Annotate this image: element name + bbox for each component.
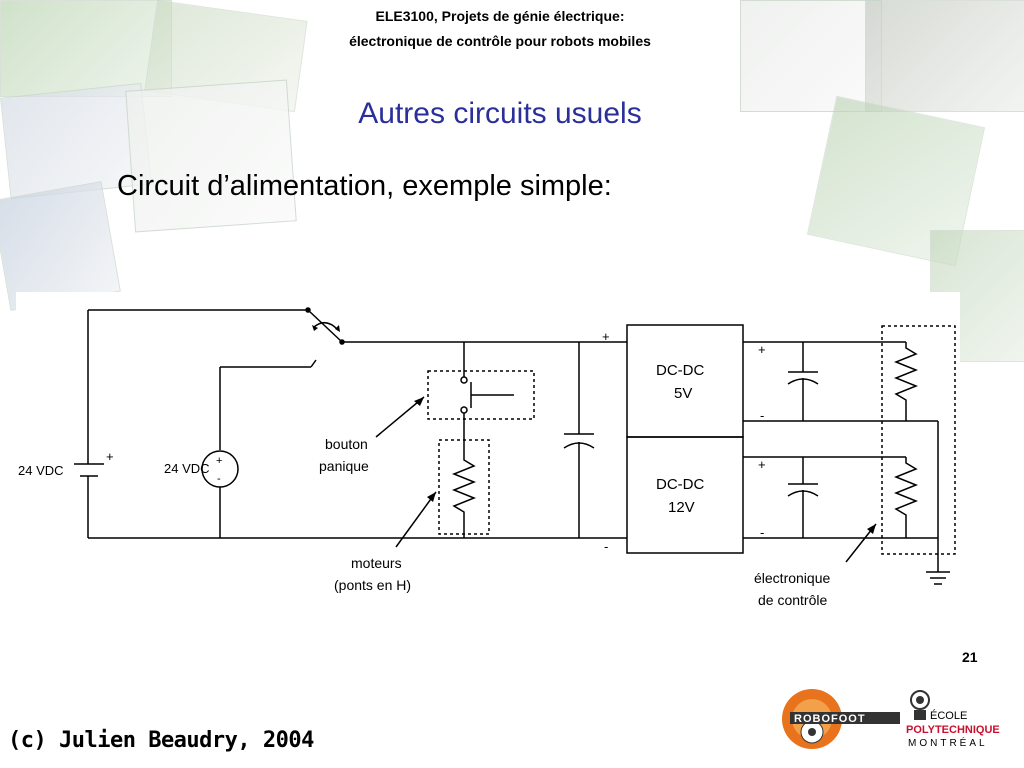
robofoot-logo (782, 689, 900, 749)
dcdc5-line2: 5V (674, 385, 693, 402)
bg-photo-graph (125, 80, 297, 233)
motors-label-line2: (ponts en H) (334, 577, 412, 593)
out5-minus: - (760, 408, 765, 423)
power-circuit-diagram (16, 292, 960, 622)
motors-label-line1: moteurs (351, 555, 402, 571)
copyright-notice: (c) Julien Beaudry, 2004 (8, 728, 314, 753)
electronics-label-line2: de contrôle (758, 592, 828, 608)
source-plus: + (216, 455, 223, 467)
robofoot-text: ROBOFOOT (794, 713, 866, 725)
source-label: 24 VDC (164, 461, 210, 476)
battery-label: 24 VDC (18, 463, 64, 478)
school-line1: ÉCOLE (930, 710, 968, 722)
out12-minus: - (760, 525, 765, 540)
logos-graphic (778, 684, 1018, 754)
out5-plus: + (758, 342, 766, 357)
course-subtitle: électronique de contrôle pour robots mobiles (349, 33, 651, 49)
bus-minus: - (604, 539, 609, 554)
battery-plus: + (106, 449, 114, 464)
page-number: 21 (962, 649, 978, 665)
logos (778, 684, 1018, 754)
dcdc5-line1: DC-DC (656, 362, 705, 379)
slide-title: Autres circuits usuels (358, 97, 642, 130)
arrowhead-motors (427, 492, 436, 502)
electronics-label-line1: électronique (754, 570, 831, 586)
out12-plus: + (758, 457, 766, 472)
school-line2: POLYTECHNIQUE (906, 724, 1000, 736)
bg-photo-schematic (740, 0, 882, 112)
power-circuit-schematic (16, 292, 960, 622)
button-label-line1: bouton (325, 436, 368, 452)
slide-subtitle: Circuit d’alimentation, exemple simple: (117, 170, 612, 202)
bg-photo-robot-car (865, 0, 1024, 112)
school-line3: MONTRÉAL (908, 738, 988, 749)
source-minus: - (217, 473, 221, 485)
bus-plus: + (602, 329, 610, 344)
dcdc12-line2: 12V (668, 499, 695, 516)
polytechnique-logo (906, 691, 1000, 749)
course-title: ELE3100, Projets de génie électrique: (375, 8, 625, 24)
dcdc12-line1: DC-DC (656, 476, 705, 493)
button-label-line2: panique (319, 458, 369, 474)
